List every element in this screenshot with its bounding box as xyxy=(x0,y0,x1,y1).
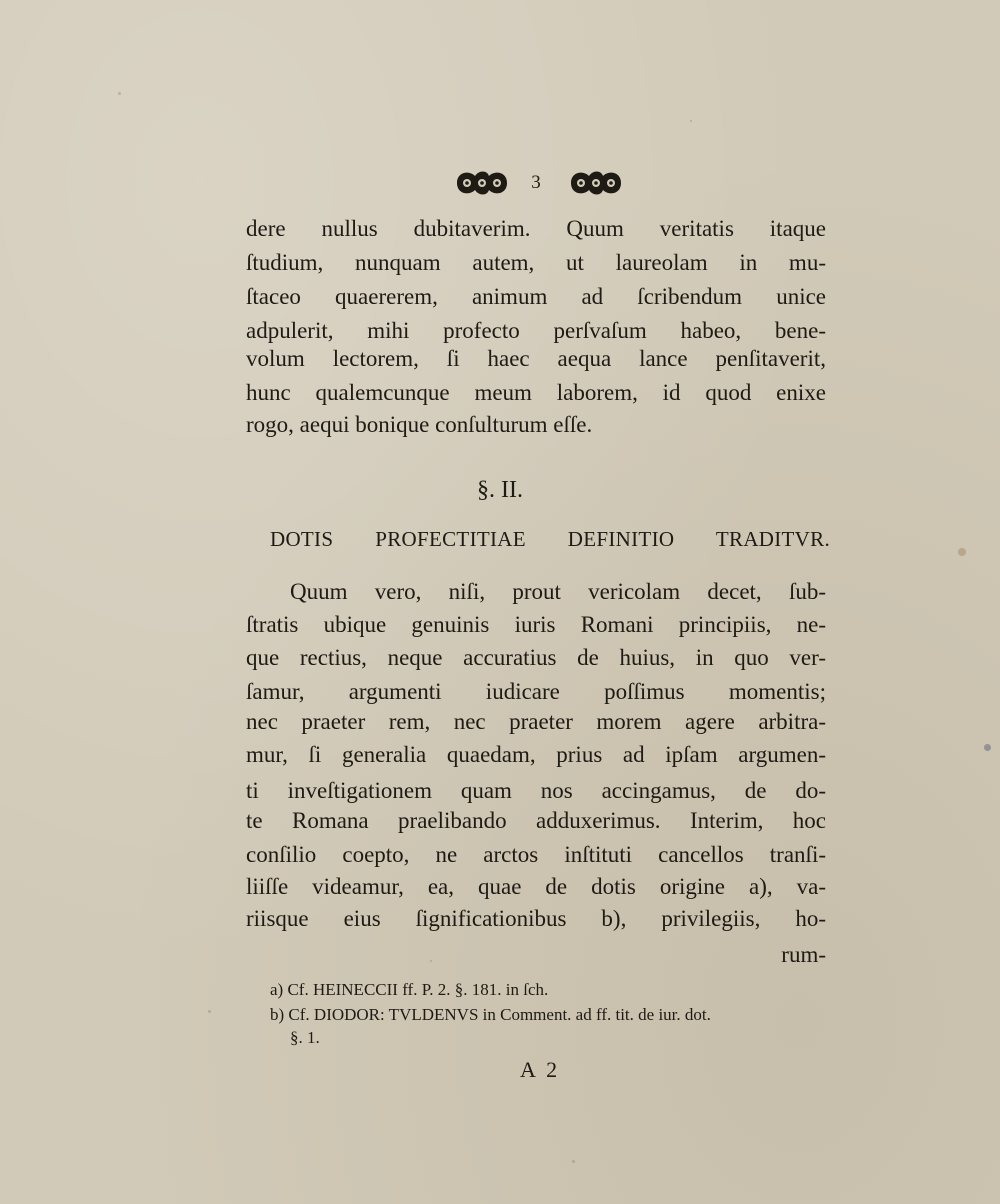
text-line: ſtudium, nunquam autem, ut laureolam in mu- xyxy=(246,250,826,275)
paper-speck xyxy=(118,92,121,95)
paper-speck xyxy=(690,120,692,122)
paper-speck xyxy=(208,1010,211,1013)
text-line: nec praeter rem, nec praeter morem agere arbitra- xyxy=(246,709,826,734)
footnote-b-continuation: §. 1. xyxy=(290,1028,320,1047)
text-line: adpulerit, mihi profecto perſvaſum habeo, bene- xyxy=(246,318,826,343)
signature-mark: A 2 xyxy=(520,1057,561,1082)
section-title: DOTIS PROFECTITIAE DEFINITIO TRADITVR. xyxy=(270,527,830,551)
text-line: ſamur, argumenti iudicare poſſimus momentis; xyxy=(246,679,826,704)
paper-speck xyxy=(984,744,991,751)
text-line: rogo, aequi bonique conſulturum eſſe. xyxy=(246,412,593,437)
text-line: riisque eius ſignificationibus b), privilegiis, ho- xyxy=(246,906,826,931)
ornament-left-icon xyxy=(453,166,511,200)
footnote-b: b) Cf. DIODOR: TVLDENVS in Comment. ad ff. tit. de iur. dot. xyxy=(270,1005,711,1024)
paper-speck xyxy=(430,960,432,962)
text-line: ti inveſtigationem quam nos accingamus, de do- xyxy=(246,778,826,803)
text-line: dere nullus dubitaverim. Quum veritatis itaque xyxy=(246,216,826,241)
text-line: mur, ſi generalia quaedam, prius ad ipſam argumen- xyxy=(246,742,826,767)
text-line: te Romana praelibando adduxerimus. Interim, hoc xyxy=(246,808,826,833)
paper-speck xyxy=(958,548,966,556)
running-header xyxy=(0,166,1000,206)
page-number: 3 xyxy=(531,172,541,193)
text-line: Quum vero, niſi, prout vericolam decet, ſub- xyxy=(290,579,826,604)
paper-speck xyxy=(572,1160,575,1163)
text-line: ſtratis ubique genuinis iuris Romani principiis, ne- xyxy=(246,612,826,637)
footnote-a: a) Cf. HEINECCII ff. P. 2. §. 181. in ſch. xyxy=(270,980,549,999)
catchword: rum- xyxy=(781,942,826,967)
section-mark: §. II. xyxy=(477,477,523,503)
ornament-right-icon xyxy=(567,166,625,200)
text-line: que rectius, neque accuratius de huius, in quo ver- xyxy=(246,645,826,670)
text-line: ſtaceo quaererem, animum ad ſcribendum unice xyxy=(246,284,826,309)
text-line: liiſſe videamur, ea, quae de dotis origine a), va- xyxy=(246,874,826,899)
text-line: volum lectorem, ſi haec aequa lance penſitaverit, xyxy=(246,346,826,371)
text-line: hunc qualemcunque meum laborem, id quod enixe xyxy=(246,380,826,405)
text-line: conſilio coepto, ne arctos inſtituti cancellos tranſi- xyxy=(246,842,826,867)
